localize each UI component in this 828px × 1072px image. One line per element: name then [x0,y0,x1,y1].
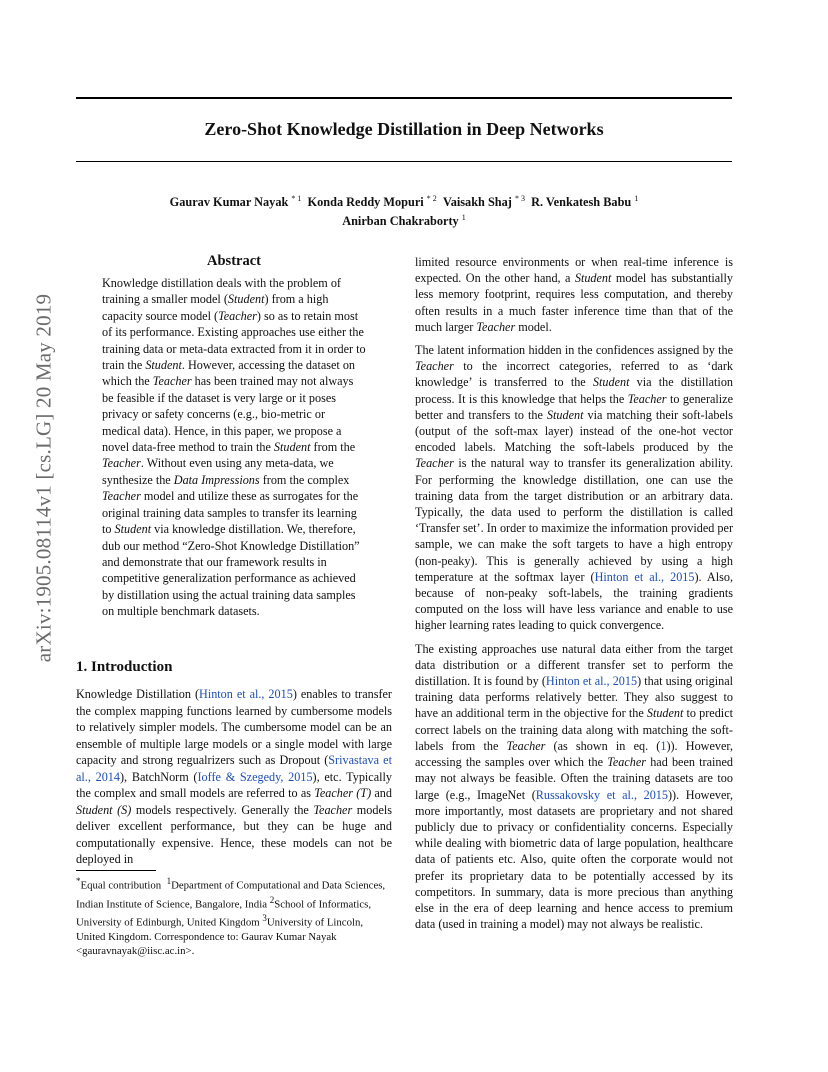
top-rule-thick [76,97,732,99]
author-affiliation-marker: 1 [461,213,466,223]
author-affiliation-marker: * 1 [291,194,302,203]
author-list [76,191,732,229]
right-paragraph-1: limited resource environments or when real-time inference is expected. On the other hand, a Student model has substantially less memory footprint, requires less computation, and thereby often results in a much faster inference time than that of the much larger Teacher model. [415,255,734,334]
right-column [415,254,733,932]
author-affiliation-marker: * 3 [514,194,525,203]
author-name: Konda Reddy Mopuri [307,195,424,210]
author-name: Anirban Chakraborty [342,214,459,229]
author-line-2 [76,210,732,229]
abstract-text: Knowledge distillation deals with the problem of training a smaller model (Student) from a high capacity source model (Teacher) so as to retain most of its performance. Existing approaches use either the training data or meta-data extracted from it in order to train the Student. However, accessing the dataset on which the Teacher has been trained may not always be feasible if the dataset is very large or it poses privacy or safety concerns (e.g., bio-metric or medical data). Hence, in this paper, we propose a novel data-free method to train the Student from the Teacher. Without even using any meta-data, we synthesize the Data Impressions from the complex Teacher model and utilize these as surrogates for the original training data samples to transfer its learning to Student via knowledge distillation. We, therefore, dub our method “Zero-Shot Knowledge Distillation” and demonstrate that our framework results in competitive generalization performance as achieved by distillation using the actual training data samples on multiple benchmark datasets. [102,276,366,619]
author-name: Vaisakh Shaj [442,195,512,210]
arxiv-identifier: arXiv:1905.08114v1 [cs.LG] 20 May 2019 [31,293,56,663]
footnote-rule [76,870,156,871]
paper-title: Zero-Shot Knowledge Distillation in Deep Networks [204,119,604,139]
author-affiliation-marker: * 2 [426,194,437,203]
right-paragraph-2: The latent information hidden in the confidences assigned by the Teacher to the incorrect categories, referred to as ‘dark knowledge’ is transferred to the Student via the distillation process. It is this knowledge that helps the Teacher to generalize better and transfers to the Student via matching their soft-labels (output of the soft-max layer) instead of the one-hot vector encoded labels. Matching the soft-labels produced by the Teacher is the natural way to transfer its generalization ability. For performing the knowledge distillation, one can use the training data from the target distribution or an arbitrary data. Typically, the data used to perform the distillation is called ‘Transfer set’. In order to maximize the information provided per sample, we can make the soft targets to have a high entropy (non-peaky). This is generally achieved by using a high temperature at the softmax layer (Hinton et al., 2015). Also, because of non-peaky soft-labels, the training gradients computed on the loss will have less variance and enable to use higher learning rates leading to quick convergence. [415,343,734,633]
author-affiliation-marker: 1 [634,194,639,203]
author-name: Gaurav Kumar Nayak [169,195,289,210]
author-name: R. Venkatesh Babu [531,195,632,210]
author-line-1 [76,191,732,210]
title-rule-bottom [76,161,732,162]
introduction-body [76,686,392,868]
introduction-heading: 1. Introduction [76,659,173,675]
abstract-body [102,275,366,620]
right-paragraph-3: The existing approaches use natural data either from the target data distribution or a different transfer set to perform the distillation. It is found by (Hinton et al., 2015) that using original training data performs relatively better. They also suggest to have an additional term in the objective for the Student to predict correct labels on the training data along with matching the soft-labels from the Teacher (as shown in eq. (1)). However, accessing the samples over which the Teacher had been trained may not always be feasible. Often the training datasets are too large (e.g., ImageNet (Russakovsky et al., 2015)). However, more importantly, most datasets are proprietary and not shared publicly due to privacy or confidentiality concerns. Especially while dealing with biometric data of large population, healthcare data of patients etc. Also, quite often the corporate would not prefer its proprietary data to be potentially accessed by its competitors. In summary, data is more precious than anything else in the era of deep learning and hence access to premium data (used in training a model) may not always be realistic. [415,641,733,932]
footnote: *Equal contribution $^1$Department of Computational and Data Sciences, Indian Institute of Science, Bangalore, India $^2$School of Informatics, University of Edinburgh, United Kingdom $^3$University of Lincoln, United Kingdom. Correspondence to: Gaurav Kumar Nayak <gauravnayak@iisc.ac.in>. [76,876,386,957]
abstract-heading: Abstract [207,253,261,269]
introduction-paragraph: Knowledge Distillation (Hinton et al., 2015) enables to transfer the complex mapping functions learned by cumbersome models to relatively simpler models. The cumbersome model can be an ensemble of multiple large models or a single model with large capacity and strong regualrizers such as Dropout (Srivastava et al., 2014), BatchNorm (Ioffe & Szegedy, 2015), etc. Typically the complex and small models are referred to as Teacher (T) and Student (S) models respectively. Generally the Teacher models deliver excellent performance, but they can be huge and computationally expensive. Hence, these models can not be deployed in [76,687,392,866]
